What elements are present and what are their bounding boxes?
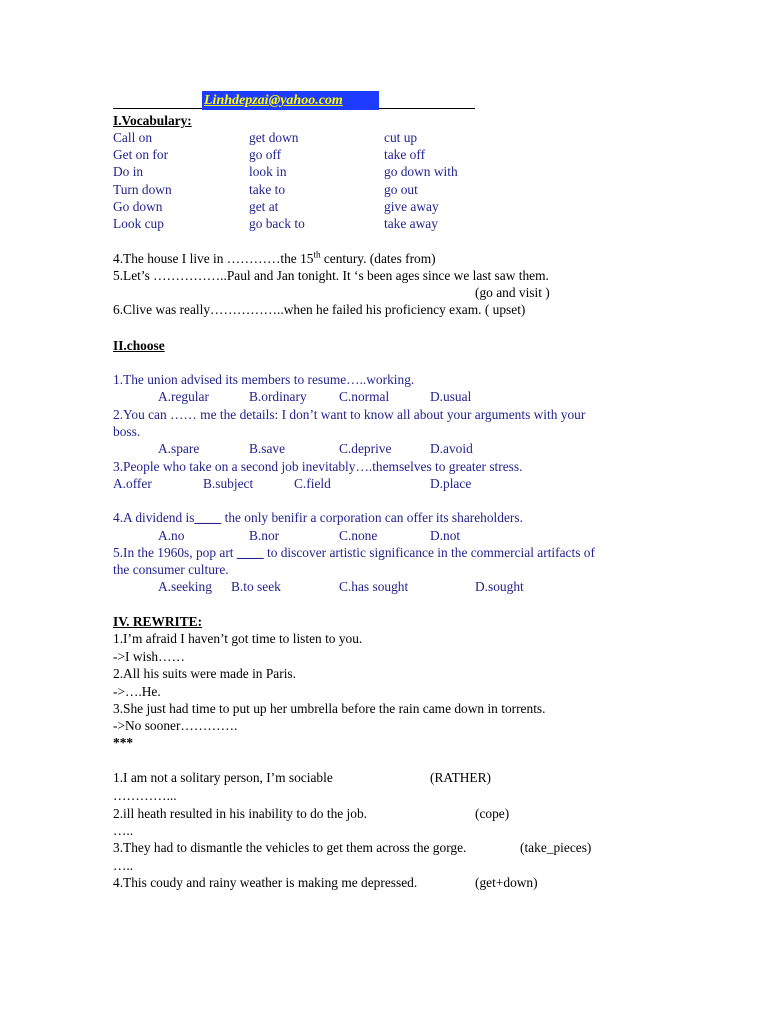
choose-q5 — [113, 544, 595, 561]
answer-blank: ____ — [194, 510, 222, 525]
transform-item: 3.They had to dismantle the vehicles to get them across the gorge. — [113, 840, 467, 855]
option: A.offer — [113, 476, 152, 491]
answer-blank: ____ — [236, 545, 264, 560]
option: D.place — [430, 476, 472, 491]
choose-q2-cont: boss. — [113, 424, 141, 439]
transform-hint: (get+down) — [475, 875, 538, 890]
option: A.spare — [158, 441, 200, 456]
vocab-cell: go off — [249, 147, 282, 162]
transform-hint: (RATHER) — [430, 770, 491, 785]
vocab-cell: go out — [384, 182, 418, 197]
vocab-title: I.Vocabulary: — [113, 113, 192, 128]
vocab-cell: Do in — [113, 164, 144, 179]
vocab-cell: Go down — [113, 199, 163, 214]
option: D.not — [430, 528, 461, 543]
vocab-cell: Get on for — [113, 147, 169, 162]
option: B.subject — [203, 476, 254, 491]
choose-q4-rest: the only benifir a corporation can offer its shareholders. — [221, 510, 523, 525]
choose-q4-text: 4.A dividend is — [113, 510, 195, 525]
transform-answer: ….. — [113, 858, 134, 873]
choose-q1: 1.The union advised its members to resume…..working. — [113, 372, 415, 387]
rewrite-line: 1.I’m afraid I haven’t got time to listen to you. — [113, 631, 363, 646]
rewrite-line: ->No sooner…………. — [113, 718, 238, 733]
vocab-cell: take off — [384, 147, 426, 162]
choose-q5-text: 5.In the 1960s, pop art — [113, 545, 237, 560]
transform-answer: …………... — [113, 788, 177, 803]
vocab-cell: take away — [384, 216, 438, 231]
vocab-cell: get down — [249, 130, 299, 145]
transform-item: 4.This coudy and rainy weather is making me depressed. — [113, 875, 418, 890]
rewrite-line: 3.She just had time to put up her umbrella before the rain came down in torrents. — [113, 701, 546, 716]
rewrite-line: ->I wish…… — [113, 649, 185, 664]
choose-q4 — [113, 509, 523, 526]
transform-item: 1.I am not a solitary person, I’m sociable — [113, 770, 333, 785]
vocab-cell: Look cup — [113, 216, 164, 231]
vocab-q4-sup: th — [313, 249, 321, 260]
option: A.regular — [158, 389, 209, 404]
vocab-cell: look in — [249, 164, 287, 179]
vocab-cell: cut up — [384, 130, 418, 145]
transform-hint: (take_pieces) — [520, 840, 592, 855]
choose-q3: 3.People who take on a second job inevitably….themselves to greater stress. — [113, 459, 523, 474]
vocab-q4-rest: century. (dates from) — [320, 251, 436, 266]
choose-q5-rest: to discover artistic significance in the commercial artifacts of — [263, 545, 595, 560]
option: B.ordinary — [249, 389, 307, 404]
choose-q2: 2.You can …… me the details: I don’t want to know all about your arguments with your — [113, 407, 586, 422]
vocab-cell: get at — [249, 199, 279, 214]
rewrite-title: IV. REWRITE: — [113, 614, 203, 629]
vocab-cell: go down with — [384, 164, 458, 179]
option: C.none — [339, 528, 378, 543]
vocab-q5-hint: (go and visit ) — [475, 285, 550, 300]
email-link[interactable]: Linhdepzai@yahoo.com — [202, 91, 379, 110]
transform-item: 2.ill heath resulted in his inability to do the job. — [113, 806, 368, 821]
vocab-cell: Call on — [113, 130, 153, 145]
option: A.seeking — [158, 579, 212, 594]
option: B.nor — [249, 528, 280, 543]
transform-hint: (cope) — [475, 806, 510, 821]
option: C.field — [294, 476, 331, 491]
option: C.deprive — [339, 441, 392, 456]
option: B.save — [249, 441, 286, 456]
vocab-q5: 5.Let’s ……………..Paul and Jan tonight. It ‘s been ages since we last saw them. — [113, 268, 549, 283]
option: C.has sought — [339, 579, 409, 594]
option: D.avoid — [430, 441, 473, 456]
option: B.to seek — [231, 579, 281, 594]
vocab-cell: go back to — [249, 216, 305, 231]
rewrite-line: ->….He. — [113, 684, 161, 699]
option: A.no — [158, 528, 185, 543]
vocab-cell: take to — [249, 182, 286, 197]
vocab-cell: Turn down — [113, 182, 172, 197]
vocab-q4-text: 4.The house I live in …………the 15 — [113, 251, 314, 266]
option: D.usual — [430, 389, 472, 404]
choose-title: II.choose — [113, 338, 165, 353]
vocab-cell: give away — [384, 199, 439, 214]
vocab-q4 — [113, 250, 436, 267]
vocab-q6: 6.Clive was really……………..when he failed his proficiency exam. ( upset) — [113, 302, 526, 317]
choose-q5-cont: the consumer culture. — [113, 562, 229, 577]
option: D.sought — [475, 579, 524, 594]
option: C.normal — [339, 389, 390, 404]
section-separator: *** — [113, 735, 134, 750]
rewrite-line: 2.All his suits were made in Paris. — [113, 666, 296, 681]
transform-answer: ….. — [113, 823, 134, 838]
